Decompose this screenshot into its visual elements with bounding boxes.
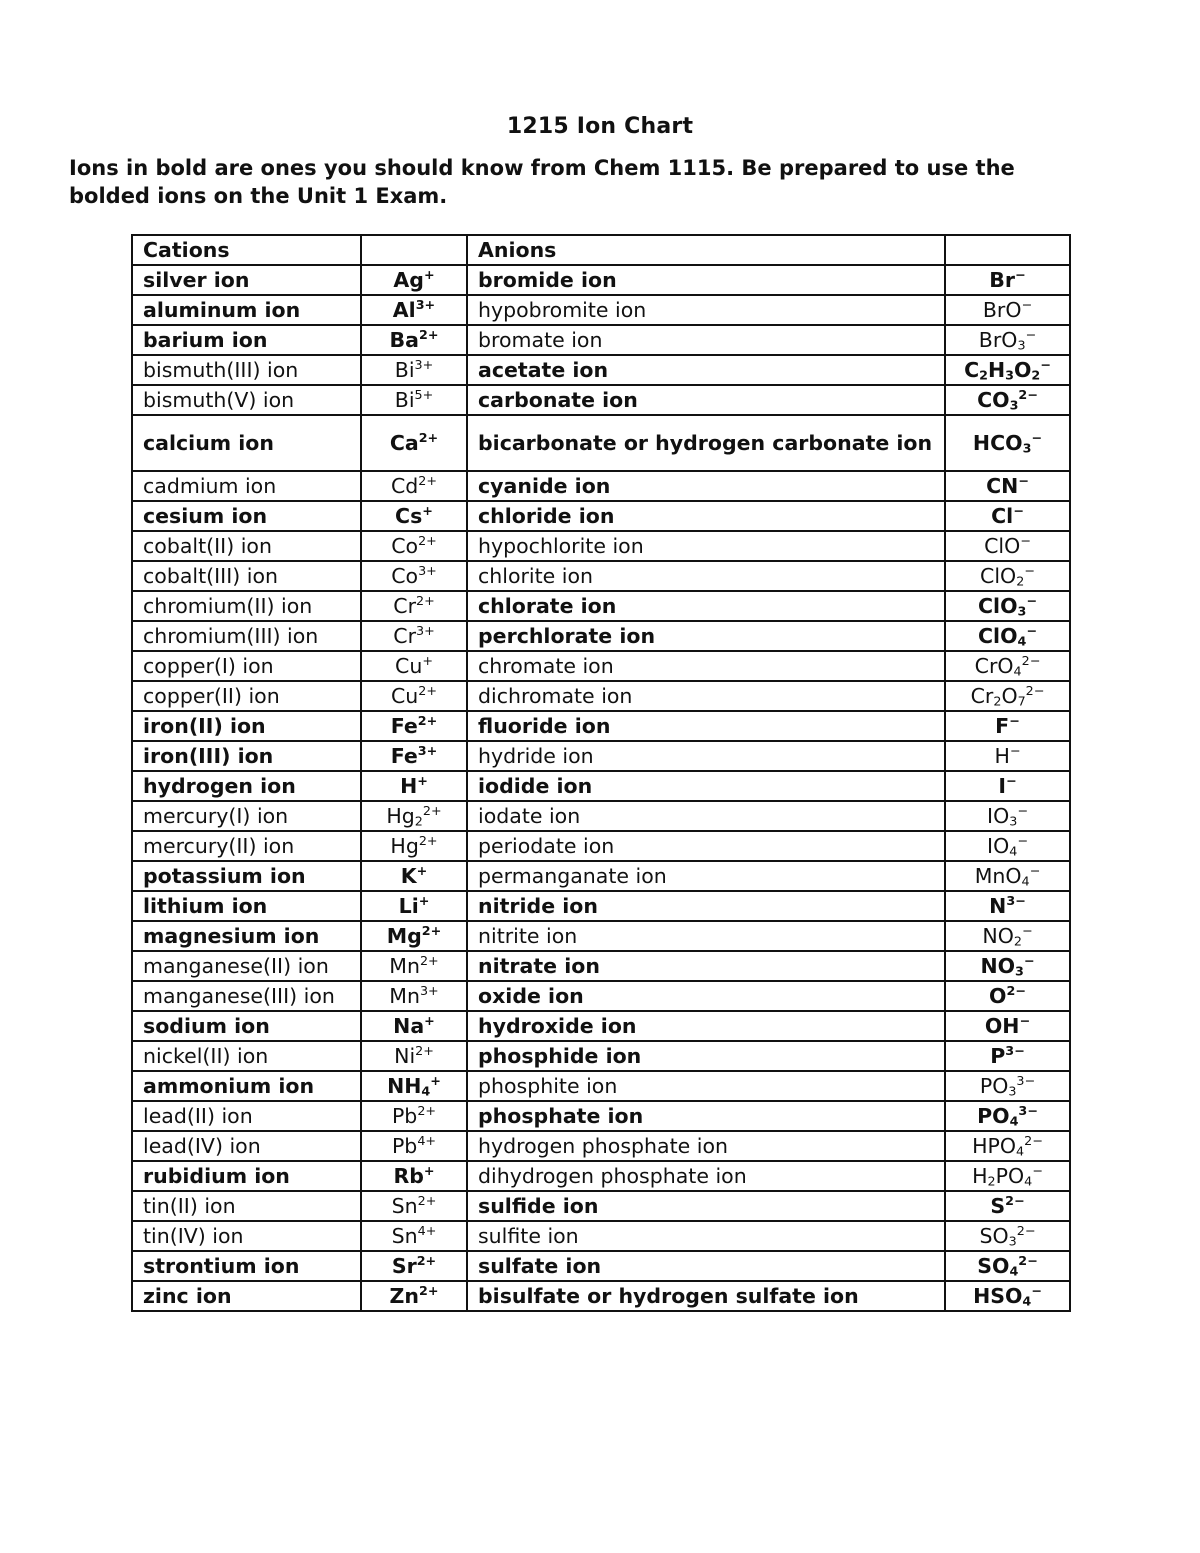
ion-chart-table <box>131 234 1071 1312</box>
cation-name: lead(IV) ion <box>132 1131 361 1161</box>
table-row <box>132 921 1070 951</box>
cation-formula: $Ca^{2+}$ <box>361 415 467 471</box>
anion-name: phosphite ion <box>467 1071 945 1101</box>
cation-formula: $Mn^{2+}$ <box>361 951 467 981</box>
table-row <box>132 741 1070 771</box>
cation-formula: $Mn^{3+}$ <box>361 981 467 1011</box>
anion-formula: $P^{3-}$ <box>945 1041 1070 1071</box>
anion-name: fluoride ion <box>467 711 945 741</box>
cation-formula: $Fe^{2+}$ <box>361 711 467 741</box>
cation-formula: $Cu^{2+}$ <box>361 681 467 711</box>
table-row <box>132 385 1070 415</box>
anion-formula: $HCO_3^-$ <box>945 415 1070 471</box>
table-row <box>132 801 1070 831</box>
table-row <box>132 531 1070 561</box>
cation-formula: Cs+ <box>361 501 467 531</box>
cation-formula: $Al^{3+}$ <box>361 295 467 325</box>
table-row <box>132 1281 1070 1311</box>
cation-formula: $Fe^{3+}$ <box>361 741 467 771</box>
intro-line-2: bolded ions on the Unit 1 Exam. <box>69 184 448 208</box>
anion-formula: ClO− <box>945 531 1070 561</box>
anion-name: hydroxide ion <box>467 1011 945 1041</box>
cation-name: lithium ion <box>132 891 361 921</box>
anion-formula: $C_2H_3O_2^-$ <box>945 355 1070 385</box>
table-row <box>132 681 1070 711</box>
anion-formula: $S^{2-}$ <box>945 1191 1070 1221</box>
cation-formula: $Cr^{3+}$ <box>361 621 467 651</box>
cation-name: lead(II) ion <box>132 1101 361 1131</box>
cation-name: sodium ion <box>132 1011 361 1041</box>
table-row <box>132 501 1070 531</box>
cation-name: cadmium ion <box>132 471 361 501</box>
anion-formula: Br− <box>945 265 1070 295</box>
anion-formula: $IO_4^-$ <box>945 831 1070 861</box>
anion-name: dihydrogen phosphate ion <box>467 1161 945 1191</box>
cation-name: chromium(III) ion <box>132 621 361 651</box>
page-title: 1215 Ion Chart <box>506 114 694 139</box>
cation-name: mercury(II) ion <box>132 831 361 861</box>
table-row <box>132 1221 1070 1251</box>
cation-name: zinc ion <box>132 1281 361 1311</box>
cation-formula: $Cr^{2+}$ <box>361 591 467 621</box>
table-row <box>132 1191 1070 1221</box>
anion-name: iodate ion <box>467 801 945 831</box>
cation-name: barium ion <box>132 325 361 355</box>
cation-name: silver ion <box>132 265 361 295</box>
cation-formula: $Ba^{2+}$ <box>361 325 467 355</box>
intro-text <box>69 154 1069 210</box>
anion-formula: $SO_4^{2-}$ <box>945 1251 1070 1281</box>
table-row <box>132 325 1070 355</box>
anion-name: nitrite ion <box>467 921 945 951</box>
cation-name: copper(II) ion <box>132 681 361 711</box>
cation-formula: $Pb^{2+}$ <box>361 1101 467 1131</box>
anion-formula: CN− <box>945 471 1070 501</box>
cation-formula: $Cd^{2+}$ <box>361 471 467 501</box>
anion-name: hypochlorite ion <box>467 531 945 561</box>
cation-name: tin(II) ion <box>132 1191 361 1221</box>
table-row <box>132 591 1070 621</box>
table-row <box>132 1131 1070 1161</box>
cation-name: bismuth(III) ion <box>132 355 361 385</box>
cation-name: magnesium ion <box>132 921 361 951</box>
table-row <box>132 1101 1070 1131</box>
table-row <box>132 355 1070 385</box>
cation-formula: $Ni^{2+}$ <box>361 1041 467 1071</box>
anion-name: carbonate ion <box>467 385 945 415</box>
cation-name: iron(II) ion <box>132 711 361 741</box>
anion-name: oxide ion <box>467 981 945 1011</box>
table-row <box>132 1011 1070 1041</box>
anion-name: phosphate ion <box>467 1101 945 1131</box>
table-row <box>132 651 1070 681</box>
anion-name: sulfide ion <box>467 1191 945 1221</box>
cation-name: copper(I) ion <box>132 651 361 681</box>
cation-formula: $Sn^{4+}$ <box>361 1221 467 1251</box>
cation-name: chromium(II) ion <box>132 591 361 621</box>
anion-name: iodide ion <box>467 771 945 801</box>
anion-formula: $PO_4^{3-}$ <box>945 1101 1070 1131</box>
table-row <box>132 1041 1070 1071</box>
cation-name: bismuth(V) ion <box>132 385 361 415</box>
cation-formula: $Zn^{2+}$ <box>361 1281 467 1311</box>
anion-formula: BrO$_3$− <box>945 325 1070 355</box>
cation-formula: H+ <box>361 771 467 801</box>
anion-formula: $O^{2-}$ <box>945 981 1070 1011</box>
table-row <box>132 295 1070 325</box>
anion-name: sulfite ion <box>467 1221 945 1251</box>
anion-name: bromate ion <box>467 325 945 355</box>
table-row <box>132 621 1070 651</box>
anion-formula: I− <box>945 771 1070 801</box>
cation-formula: $Sn^{2+}$ <box>361 1191 467 1221</box>
anion-name: chloride ion <box>467 501 945 531</box>
anion-formula: $N^{3-}$ <box>945 891 1070 921</box>
anion-formula-header <box>945 235 1070 265</box>
table-row <box>132 981 1070 1011</box>
cation-name: tin(IV) ion <box>132 1221 361 1251</box>
anion-formula: $SO_3^{2-}$ <box>945 1221 1070 1251</box>
cation-name: calcium ion <box>132 415 361 471</box>
table-row <box>132 831 1070 861</box>
ion-rows <box>132 265 1070 1311</box>
cation-formula: $Hg_2^{2+}$ <box>361 801 467 831</box>
cation-formula: $NH_4^+$ <box>361 1071 467 1101</box>
anion-name: cyanide ion <box>467 471 945 501</box>
cation-name: nickel(II) ion <box>132 1041 361 1071</box>
anion-formula: $PO_3^{3-}$ <box>945 1071 1070 1101</box>
anion-name: bicarbonate or hydrogen carbonate ion <box>467 415 945 471</box>
cation-name: aluminum ion <box>132 295 361 325</box>
cation-formula: $Sr^{2+}$ <box>361 1251 467 1281</box>
anion-formula: BrO− <box>945 295 1070 325</box>
anion-name: chlorate ion <box>467 591 945 621</box>
anion-name: chlorite ion <box>467 561 945 591</box>
table-row <box>132 1161 1070 1191</box>
cation-formula: Ag+ <box>361 265 467 295</box>
table-row <box>132 891 1070 921</box>
table-row <box>132 415 1070 471</box>
anion-name: hydrogen phosphate ion <box>467 1131 945 1161</box>
anion-formula: OH− <box>945 1011 1070 1041</box>
cations-header: Cations <box>132 235 361 265</box>
anion-formula: MnO$_4$− <box>945 861 1070 891</box>
table-row <box>132 561 1070 591</box>
cation-formula-header <box>361 235 467 265</box>
cation-formula: Li+ <box>361 891 467 921</box>
anion-formula: $HPO_4^{2-}$ <box>945 1131 1070 1161</box>
anion-formula: $HSO_4^-$ <box>945 1281 1070 1311</box>
cation-name: manganese(II) ion <box>132 951 361 981</box>
table-row <box>132 951 1070 981</box>
anion-name: hypobromite ion <box>467 295 945 325</box>
anion-name: chromate ion <box>467 651 945 681</box>
anion-formula: ClO$_2$− <box>945 561 1070 591</box>
anion-formula: $NO_3^-$ <box>945 951 1070 981</box>
anion-name: nitride ion <box>467 891 945 921</box>
anion-name: permanganate ion <box>467 861 945 891</box>
anion-formula: $H_2PO_4^-$ <box>945 1161 1070 1191</box>
anion-name: phosphide ion <box>467 1041 945 1071</box>
anion-formula: $NO_2^-$ <box>945 921 1070 951</box>
anion-name: hydride ion <box>467 741 945 771</box>
cation-formula: $Bi^{3+}$ <box>361 355 467 385</box>
anion-formula: F− <box>945 711 1070 741</box>
anion-formula: $CO_3^{2-}$ <box>945 385 1070 415</box>
cation-name: cobalt(II) ion <box>132 531 361 561</box>
cation-name: manganese(III) ion <box>132 981 361 1011</box>
cation-formula: $Hg^{2+}$ <box>361 831 467 861</box>
cation-name: potassium ion <box>132 861 361 891</box>
anion-name: sulfate ion <box>467 1251 945 1281</box>
cation-formula: Na+ <box>361 1011 467 1041</box>
table-header-row <box>132 235 1070 265</box>
cation-formula: $Co^{3+}$ <box>361 561 467 591</box>
table-row <box>132 771 1070 801</box>
cation-name: ammonium ion <box>132 1071 361 1101</box>
table-row <box>132 265 1070 295</box>
anion-formula: $Cr_2O_7^{2-}$ <box>945 681 1070 711</box>
cation-name: strontium ion <box>132 1251 361 1281</box>
cation-name: cobalt(III) ion <box>132 561 361 591</box>
anion-formula: H− <box>945 741 1070 771</box>
cation-formula: Rb+ <box>361 1161 467 1191</box>
cation-formula: $Mg^{2+}$ <box>361 921 467 951</box>
cation-name: rubidium ion <box>132 1161 361 1191</box>
intro-line-1: Ions in bold are ones you should know from Chem 1115. Be prepared to use the <box>69 156 1015 180</box>
anion-name: acetate ion <box>467 355 945 385</box>
anion-name: nitrate ion <box>467 951 945 981</box>
cation-name: iron(III) ion <box>132 741 361 771</box>
table-row <box>132 711 1070 741</box>
cation-formula: $Bi^{5+}$ <box>361 385 467 415</box>
anion-formula: CrO$_4^{2-}$ <box>945 651 1070 681</box>
table-row <box>132 1251 1070 1281</box>
anion-name: dichromate ion <box>467 681 945 711</box>
anion-formula: Cl− <box>945 501 1070 531</box>
cation-formula: $Pb^{4+}$ <box>361 1131 467 1161</box>
table-row <box>132 1071 1070 1101</box>
anion-formula: ClO$_4$− <box>945 621 1070 651</box>
table-row <box>132 471 1070 501</box>
cation-formula: $Co^{2+}$ <box>361 531 467 561</box>
cation-name: cesium ion <box>132 501 361 531</box>
anion-formula: ClO$_3$− <box>945 591 1070 621</box>
anion-name: perchlorate ion <box>467 621 945 651</box>
cation-formula: Cu+ <box>361 651 467 681</box>
cation-formula: K+ <box>361 861 467 891</box>
anions-header: Anions <box>467 235 945 265</box>
anion-formula: $IO_3^-$ <box>945 801 1070 831</box>
anion-name: periodate ion <box>467 831 945 861</box>
cation-name: hydrogen ion <box>132 771 361 801</box>
anion-name: bisulfate or hydrogen sulfate ion <box>467 1281 945 1311</box>
table-row <box>132 861 1070 891</box>
anion-name: bromide ion <box>467 265 945 295</box>
cation-name: mercury(I) ion <box>132 801 361 831</box>
